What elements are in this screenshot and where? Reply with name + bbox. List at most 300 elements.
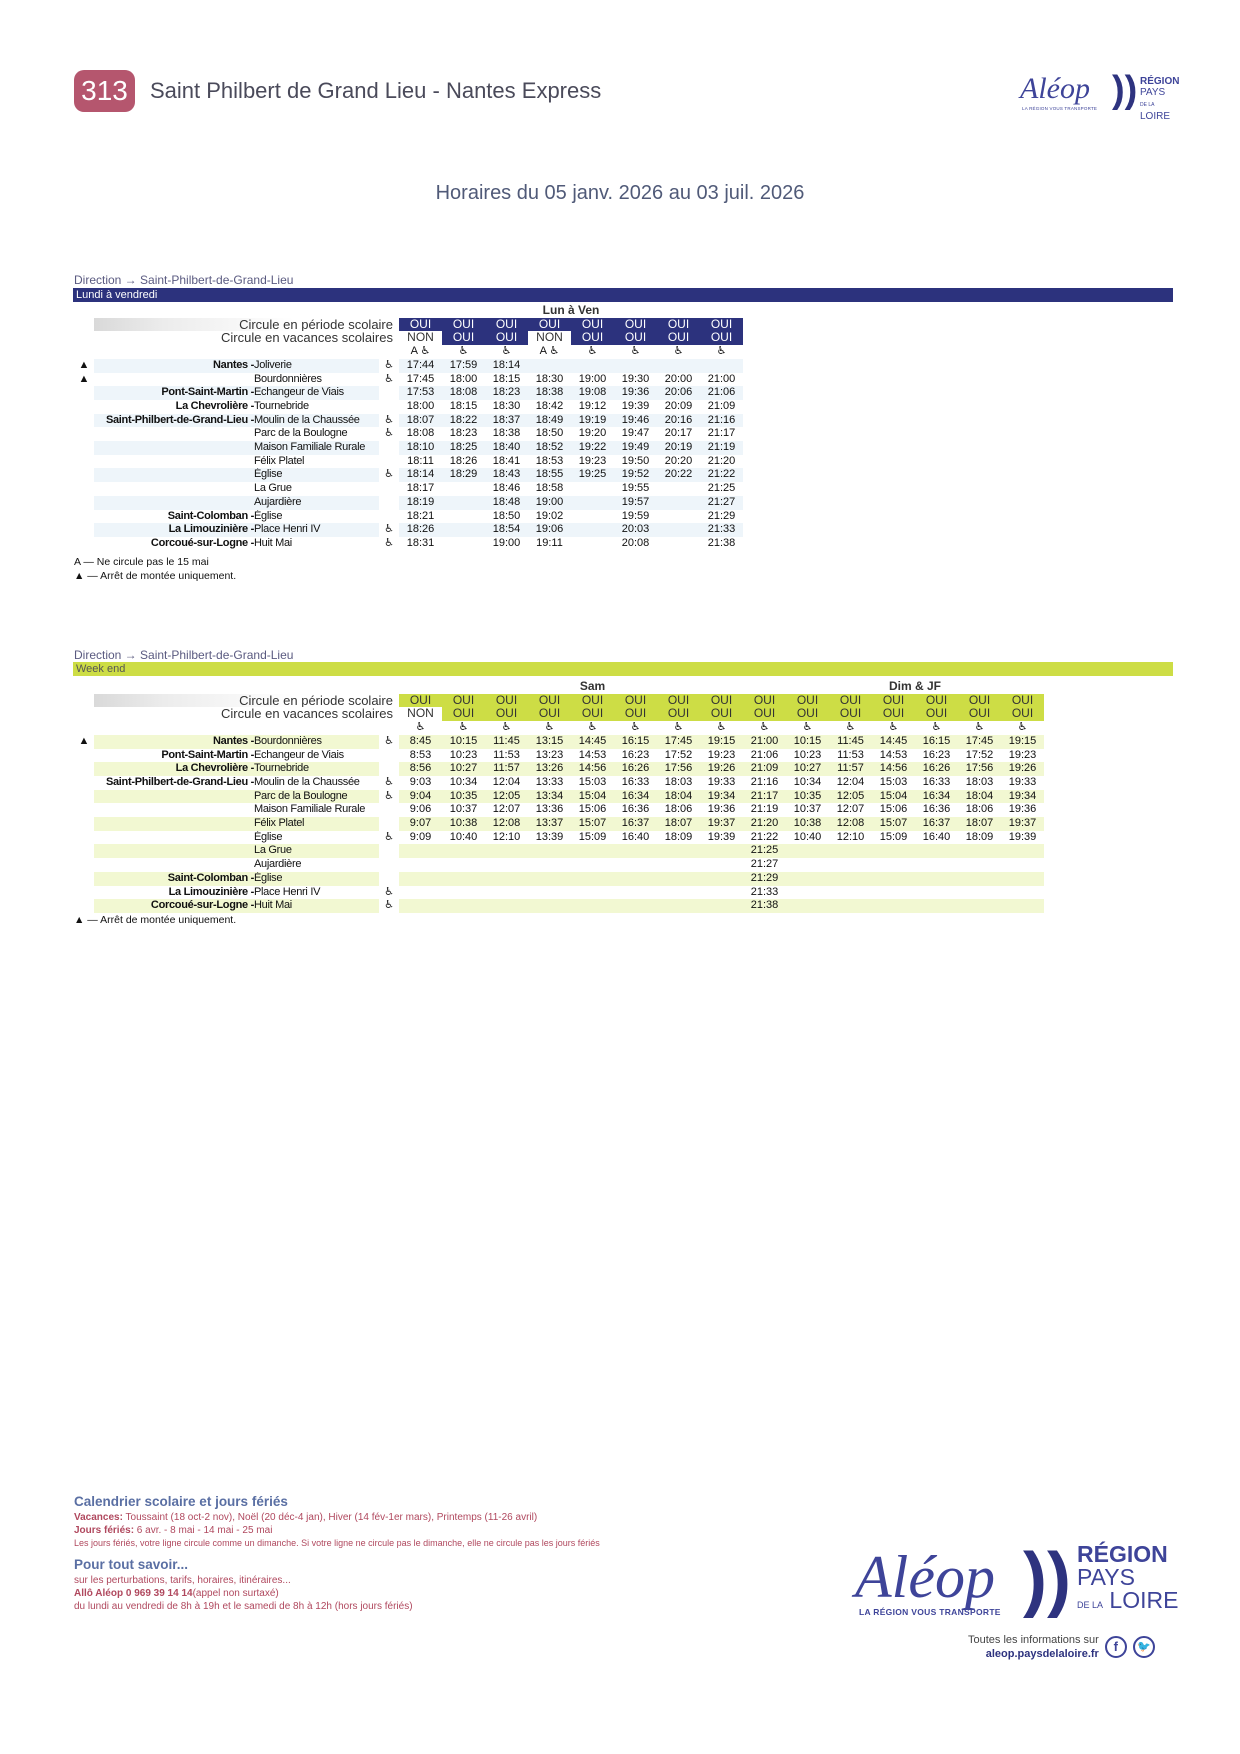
validity-period: Horaires du 05 janv. 2026 au 03 juil. 2026 (435, 182, 805, 204)
departure-time: 12:10 (836, 830, 865, 843)
departure-time (872, 844, 915, 858)
departure-time: 15:09 (578, 830, 607, 843)
trip-note: ♿ (544, 721, 555, 734)
departure-time: 18:38 (492, 427, 521, 440)
departure-time: 16:36 (922, 803, 951, 816)
school-period-value: OUI (657, 694, 700, 708)
departure-time: 15:07 (571, 817, 614, 831)
departure-time (614, 872, 657, 886)
info-line-1: sur les perturbations, tarifs, horaires, itinéraires... (74, 1575, 291, 1586)
departure-time (614, 858, 657, 872)
school-holiday-value: OUI (958, 707, 1001, 721)
de-la-label: DE LA (1140, 102, 1155, 108)
stop-city: La Limouzinière - (168, 885, 254, 898)
departure-time: 18:11 (407, 454, 434, 467)
table-row (74, 496, 743, 510)
website-link[interactable]: aleop.paysdelaloire.fr (985, 1648, 1099, 1660)
boarding-only-icon (74, 441, 94, 455)
departure-time: 12:08 (829, 817, 872, 831)
departure-time (657, 858, 700, 872)
stop-city: Saint-Colomban - (94, 872, 254, 886)
wheelchair-icon: ♿ (384, 413, 394, 426)
stop-name: Joliverie (254, 359, 379, 373)
stop-name: La Grue (254, 844, 379, 858)
stop-city: La Limouzinière - (94, 523, 254, 537)
departure-time: 18:06 (664, 803, 693, 816)
table-row (74, 523, 743, 537)
school-holiday-value: OUI (485, 707, 528, 721)
departure-time: 13:33 (535, 775, 564, 788)
departure-time: 9:04 (399, 790, 442, 804)
departure-time: 19:52 (614, 468, 657, 482)
departure-time: 16:23 (621, 748, 650, 761)
spacer (74, 694, 94, 708)
departure-time: 10:40 (793, 830, 822, 843)
stop-city (94, 858, 254, 872)
school-period-value: OUI (657, 318, 700, 332)
trip-note: ♿ (673, 345, 684, 358)
wheelchair-icon: ♿ (384, 734, 394, 747)
departure-time: 18:09 (965, 830, 994, 843)
departure-time: 8:56 (399, 762, 442, 776)
departure-time (657, 496, 700, 510)
departure-time (485, 872, 528, 886)
school-holiday-value: OUI (571, 707, 614, 721)
departure-time: 17:59 (442, 359, 485, 373)
departure-time (571, 872, 614, 886)
departure-time: 12:05 (829, 790, 872, 804)
wheelchair-icon (379, 510, 399, 524)
departure-time: 18:07 (958, 817, 1001, 831)
departure-time: 17:56 (657, 762, 700, 776)
departure-time (657, 899, 700, 913)
departure-time: 16:33 (621, 775, 650, 788)
departure-time: 16:34 (614, 790, 657, 804)
departure-time: 21:09 (707, 399, 736, 412)
departure-time: 21:25 (743, 844, 786, 858)
school-holiday-value: OUI (1001, 707, 1044, 721)
stop-name: Place Henri IV (254, 523, 379, 537)
departure-time: 19:39 (1008, 830, 1037, 843)
wheelchair-icon (379, 872, 399, 886)
departure-time: 19:20 (578, 427, 607, 440)
departure-time: 14:56 (872, 762, 915, 776)
trip-note: ♿ (501, 345, 512, 358)
boarding-only-icon (74, 790, 94, 804)
departure-time (614, 359, 657, 373)
stop-city: Pont-Saint-Martin - (94, 386, 254, 400)
departure-time (915, 899, 958, 913)
departure-time: 18:46 (492, 482, 521, 495)
table-row (74, 858, 1044, 872)
departure-time (442, 537, 485, 551)
departure-time: 13:23 (535, 748, 564, 761)
departure-time: 14:45 (872, 735, 915, 749)
departure-time: 16:15 (614, 735, 657, 749)
school-period-value: OUI (571, 318, 614, 332)
stop-city (94, 844, 254, 858)
school-period-value: OUI (442, 694, 485, 708)
wheelchair-icon: ♿ (384, 775, 394, 788)
departure-time: 16:23 (922, 748, 951, 761)
departure-time (958, 844, 1001, 858)
departure-time: 8:53 (409, 748, 432, 761)
departure-time (958, 858, 1001, 872)
school-period-value: OUI (700, 318, 743, 332)
departure-time: 19:23 (1008, 748, 1037, 761)
departure-time: 19:37 (700, 817, 743, 831)
school-period-row (74, 318, 743, 332)
stop-city: Nantes - (94, 359, 254, 373)
departure-time (786, 844, 829, 858)
departure-time: 10:34 (793, 775, 822, 788)
departure-time: 18:26 (449, 454, 478, 467)
table-row (74, 441, 743, 455)
line-number-badge: 313 (74, 70, 135, 112)
departure-time: 15:09 (879, 830, 908, 843)
stop-name: Aujardière (254, 858, 302, 871)
departure-time: 19:55 (621, 482, 650, 495)
school-holiday-value: NON (536, 331, 563, 345)
stop-name: Echangeur de Viais (254, 386, 379, 400)
stop-name: Église (254, 509, 283, 522)
departure-time: 18:09 (664, 830, 693, 843)
departure-time: 18:30 (492, 399, 521, 412)
trip-note: ♿ (458, 345, 469, 358)
stop-city (94, 831, 254, 845)
departure-time (614, 844, 657, 858)
departure-time: 18:38 (528, 386, 571, 400)
stop-name: Huit Mai (254, 536, 292, 549)
boarding-only-icon (74, 844, 94, 858)
departure-time: 18:08 (406, 427, 435, 440)
departure-time: 14:56 (571, 762, 614, 776)
departure-time: 9:09 (409, 830, 432, 843)
school-holiday-value: OUI (442, 331, 485, 345)
departure-time (571, 537, 614, 551)
departure-time (442, 858, 485, 872)
departure-time: 19:26 (700, 762, 743, 776)
school-period-value: OUI (915, 694, 958, 708)
school-period-value: OUI (571, 694, 614, 708)
spacer (74, 345, 94, 359)
departure-time: 20:22 (657, 468, 700, 482)
departure-time (442, 496, 485, 510)
twitter-icon[interactable]: 🐦 (1133, 1636, 1155, 1658)
table-row (74, 899, 1044, 913)
wheelchair-icon: ♿ (384, 536, 394, 549)
departure-time: 18:23 (449, 427, 478, 440)
trip-note: ♿ (974, 721, 985, 734)
table-row (74, 749, 1044, 763)
departure-time: 20:19 (657, 441, 700, 455)
boarding-only-icon (74, 496, 94, 510)
departure-time: 20:20 (664, 454, 693, 467)
departure-time: 10:27 (442, 762, 485, 776)
table-row (74, 386, 743, 400)
table-row (74, 537, 743, 551)
departure-time: 18:03 (965, 775, 994, 788)
trip-notes-row (74, 345, 743, 359)
wheelchair-icon (379, 386, 399, 400)
departure-time: 18:15 (492, 372, 521, 385)
departure-time (614, 886, 657, 900)
school-period-value: OUI (872, 694, 915, 708)
departure-time (528, 844, 571, 858)
departure-time (571, 482, 614, 496)
boarding-only-icon (74, 510, 94, 524)
departure-time (700, 359, 743, 373)
departure-time: 16:40 (621, 830, 650, 843)
departure-time: 10:15 (442, 735, 485, 749)
departure-time: 11:57 (829, 762, 872, 776)
school-period-value: OUI (485, 694, 528, 708)
school-holiday-label: Circule en vacances scolaires (221, 331, 393, 346)
departure-time (571, 886, 614, 900)
departure-time (399, 872, 442, 886)
departure-time: 19:36 (614, 386, 657, 400)
wheelchair-icon: ♿ (384, 830, 394, 843)
departure-time: 21:09 (743, 762, 786, 776)
departure-time (1001, 872, 1044, 886)
aleop-region-logo-top (1020, 69, 1180, 122)
aleop-tagline: LA RÉGION VOUS TRANSPORTE (859, 1607, 1001, 1617)
departure-time (399, 858, 442, 872)
departure-time: 16:40 (922, 830, 951, 843)
weekday-timetable (74, 304, 743, 551)
departure-time: 21:06 (750, 748, 779, 761)
departure-time: 13:34 (528, 790, 571, 804)
departure-time: 18:37 (485, 414, 528, 428)
departure-time: 12:04 (492, 775, 521, 788)
stop-city: Corcoué-sur-Logne - (150, 536, 254, 549)
wheelchair-icon (379, 441, 399, 455)
boarding-only-icon (74, 872, 94, 886)
weekend-timetable (74, 680, 1044, 913)
departure-time: 18:00 (449, 372, 478, 385)
departure-time (657, 510, 700, 524)
school-holiday-value: OUI (485, 331, 528, 345)
wheelchair-icon (379, 844, 399, 858)
trip-note: ♿ (888, 721, 899, 734)
spacer (94, 721, 399, 735)
departure-time: 18:31 (406, 536, 435, 549)
wheelchair-icon (379, 762, 399, 776)
departure-time: 19:15 (1001, 735, 1044, 749)
departure-time: 10:27 (786, 762, 829, 776)
spacer (74, 331, 94, 345)
boarding-only-icon (74, 427, 94, 441)
departure-time: 9:07 (399, 817, 442, 831)
departure-time: 21:16 (700, 414, 743, 428)
departure-time (1001, 844, 1044, 858)
departure-time: 19:25 (571, 468, 614, 482)
departure-time: 19:36 (707, 803, 736, 816)
departure-time (528, 872, 571, 886)
departure-time: 21:22 (750, 830, 779, 843)
departure-time: 19:34 (1001, 790, 1044, 804)
contact-info (968, 1633, 1155, 1661)
stop-name: Parc de la Boulogne (254, 427, 348, 440)
table-row (74, 844, 1044, 858)
departure-time: 19:19 (571, 414, 614, 428)
departure-time (958, 886, 1001, 900)
departure-time: 11:45 (829, 735, 872, 749)
stop-city (94, 427, 254, 441)
stop-name: Moulin de la Chaussée (254, 775, 360, 788)
table-row (74, 803, 1044, 817)
departure-time: 20:09 (664, 399, 693, 412)
departure-time (915, 872, 958, 886)
boarding-only-icon (74, 762, 94, 776)
departure-time: 12:08 (485, 817, 528, 831)
departure-time: 19:39 (621, 399, 650, 412)
departure-time: 18:04 (657, 790, 700, 804)
departure-time: 20:03 (614, 523, 657, 537)
departure-time (786, 872, 829, 886)
departure-time: 11:53 (837, 748, 864, 761)
departure-time (442, 482, 485, 496)
weekend-notes (74, 913, 236, 927)
departure-time (485, 886, 528, 900)
stop-name: Place Henri IV (254, 885, 321, 898)
school-holiday-row (74, 331, 743, 345)
contact-text: Toutes les informations sur (968, 1634, 1099, 1646)
departure-time: 21:38 (743, 899, 786, 913)
departure-time: 15:04 (872, 790, 915, 804)
departure-time: 17:52 (664, 748, 693, 761)
departure-time (786, 899, 829, 913)
departure-time: 19:50 (621, 454, 650, 467)
spacer (74, 318, 94, 332)
departure-time: 16:26 (915, 762, 958, 776)
table-row (74, 482, 743, 496)
departure-time: 19:26 (1001, 762, 1044, 776)
boarding-only-icon (74, 899, 94, 913)
weekend-direction: Direction → Saint-Philbert-de-Grand-Lieu (74, 648, 294, 662)
wheelchair-icon (379, 858, 399, 872)
departure-time: 19:00 (528, 496, 571, 510)
departure-time: 19:33 (707, 775, 736, 788)
departure-time (1001, 899, 1044, 913)
departure-time: 20:16 (657, 414, 700, 428)
aleop-wordmark: Aléop (1020, 72, 1090, 105)
departure-time: 21:00 (743, 735, 786, 749)
departure-time (700, 899, 743, 913)
departure-time: 10:35 (442, 790, 485, 804)
stop-city (94, 496, 254, 510)
departure-time (442, 510, 485, 524)
departure-time: 19:47 (621, 427, 650, 440)
departure-time: 19:39 (707, 830, 736, 843)
school-period-value: OUI (399, 318, 442, 332)
wheelchair-icon (379, 749, 399, 763)
boarding-only-icon: ▲ (78, 734, 90, 747)
school-period-value: OUI (743, 694, 786, 708)
departure-time (657, 482, 700, 496)
departure-time (657, 537, 700, 551)
departure-time: 21:29 (707, 509, 736, 522)
stop-name: Tournebride (254, 399, 309, 412)
trip-note: ♿ (759, 721, 770, 734)
departure-time: 18:25 (442, 441, 485, 455)
departure-time: 18:07 (399, 414, 442, 428)
departure-time (442, 844, 485, 858)
facebook-icon[interactable]: f (1105, 1636, 1127, 1658)
info-line-3: du lundi au vendredi de 8h à 19h et le samedi de 8h à 12h (hors jours fériés) (74, 1601, 413, 1612)
departure-time: 10:40 (449, 830, 478, 843)
departure-time (700, 844, 743, 858)
school-holiday-value: OUI (614, 707, 657, 721)
stop-city: La Chevrolière - (94, 762, 254, 776)
departure-time: 18:58 (535, 482, 564, 495)
day-group-title: Dim & JF (888, 680, 941, 693)
trip-note: ♿ (1017, 721, 1028, 734)
departure-time: 10:34 (449, 775, 478, 788)
stop-name: Huit Mai (254, 899, 379, 913)
departure-time: 19:15 (700, 735, 743, 749)
boarding-only-icon (74, 776, 94, 790)
group-header-row (74, 680, 1044, 694)
departure-time (829, 872, 872, 886)
departure-time: 14:53 (879, 748, 908, 761)
departure-time: 19:22 (571, 441, 614, 455)
departure-time (485, 858, 528, 872)
departure-time: 19:11 (536, 536, 563, 549)
feries-note: Les jours fériés, votre ligne circule comme un dimanche. Si votre ligne ne circule pas le dimanche, elle ne circule pas les jours fériés (74, 1538, 600, 1548)
departure-time: 19:36 (1008, 803, 1037, 816)
stop-city: Saint-Colomban - (167, 509, 254, 522)
loire-label: LOIRE (1109, 1587, 1179, 1613)
school-period-value: OUI (399, 694, 442, 708)
departure-time: 18:50 (492, 509, 521, 522)
stop-name: La Grue (254, 482, 292, 495)
boarding-only-icon (74, 386, 94, 400)
departure-time: 19:00 (578, 372, 607, 385)
departure-time: 18:14 (399, 468, 442, 482)
departure-time: 17:53 (399, 386, 442, 400)
departure-time: 10:15 (786, 735, 829, 749)
departure-time (657, 359, 700, 373)
departure-time: 11:53 (493, 748, 520, 761)
departure-time: 19:23 (707, 748, 736, 761)
departure-time (786, 858, 829, 872)
table-row (74, 359, 743, 373)
boarding-only-icon (74, 886, 94, 900)
trip-note: ♿ (673, 721, 684, 734)
stop-city (94, 803, 254, 817)
spacer (94, 345, 399, 359)
departure-time (442, 523, 485, 537)
trip-note: ♿ (931, 721, 942, 734)
departure-time: 13:26 (528, 762, 571, 776)
school-holiday-value: OUI (700, 707, 743, 721)
departure-time: 14:45 (571, 735, 614, 749)
departure-time: 17:44 (399, 359, 442, 373)
stop-city (94, 373, 254, 387)
departure-time: 18:41 (492, 454, 521, 467)
departure-time: 16:37 (915, 817, 958, 831)
departure-time (700, 872, 743, 886)
departure-time: 21:16 (750, 775, 779, 788)
trip-note: ♿ (845, 721, 856, 734)
school-holiday-value: OUI (915, 707, 958, 721)
boarding-only-icon (74, 803, 94, 817)
departure-time: 8:45 (399, 735, 442, 749)
departure-time: 10:38 (442, 817, 485, 831)
stop-city: La Chevrolière - (175, 399, 254, 412)
departure-time: 13:36 (535, 803, 564, 816)
